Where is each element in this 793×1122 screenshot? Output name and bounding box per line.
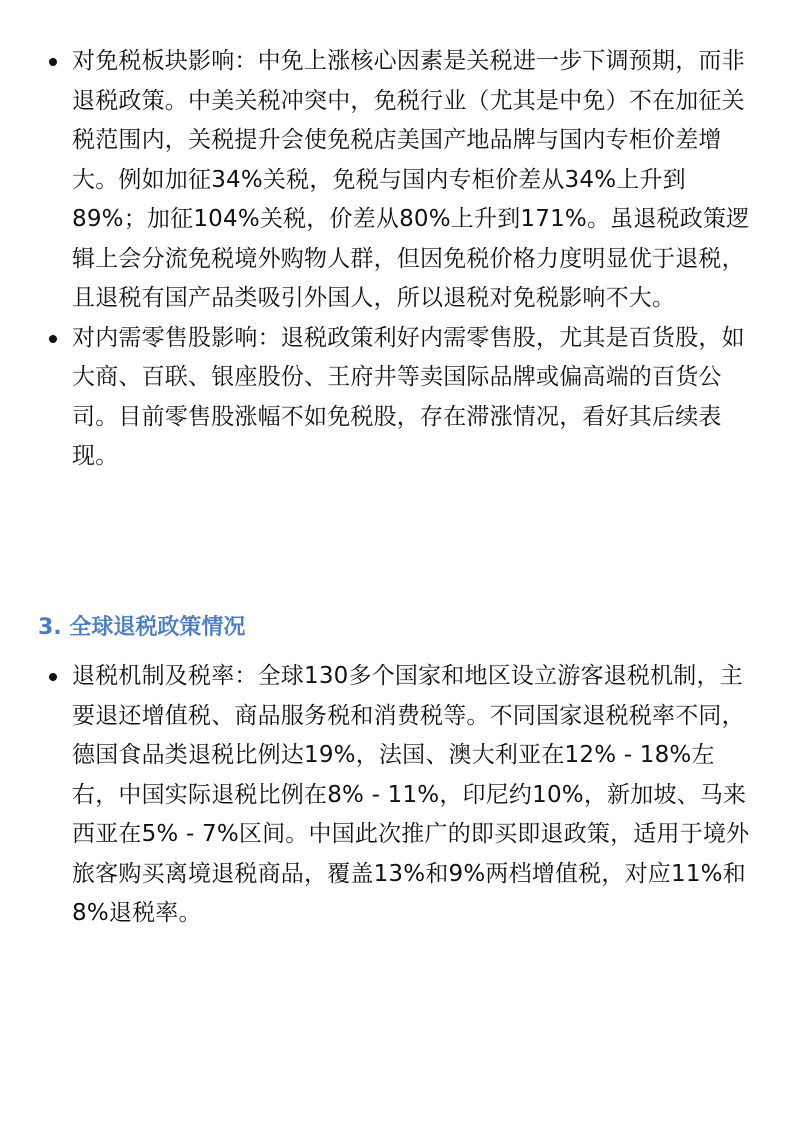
section-heading-global-tax-refund: 3. 全球退税政策情况 <box>38 615 246 640</box>
bullet-list-bottom <box>0 657 793 934</box>
bullet-list-top <box>0 42 793 477</box>
bullet-duty-free-impact: 对免税板块影响：中免上涨核心因素是关税进一步下调预期，而非退税政策。中美关税冲突中，免税行业（尤其是中免）不在加征关税范围内，关税提升会使免税店美国产地品牌与国内专柜价差增大。例如加征34%关税，免税与国内专柜价差从34%上升到89%；加征104%关税，价差从80%上升到171%。虽退税政策逻辑上会分流免税境外购物人群，但因免税价格力度明显优于退税，且退税有国产品类吸引外国人，所以退税对免税影响不大。 <box>0 42 793 319</box>
bullet-refund-mechanism: 退税机制及税率：全球130多个国家和地区设立游客退税机制，主要退还增值税、商品服务税和消费税等。不同国家退税税率不同，德国食品类退税比例达19%，法国、澳大利亚在12% - 18%左右，中国实际退税比例在8% - 11%，印尼约10%，新加坡、马来西亚在5% - 7%区间。中国此次推广的即买即退政策，适用于境外旅客购买离境退税商品，覆盖13%和9%两档增值税，对应11%和8%退税率。 <box>0 657 793 934</box>
bullet-retail-impact: 对内需零售股影响：退税政策利好内需零售股，尤其是百货股，如大商、百联、银座股份、王府井等卖国际品牌或偏高端的百货公司。目前零售股涨幅不如免税股，存在滞涨情况，看好其后续表现。 <box>0 319 793 477</box>
